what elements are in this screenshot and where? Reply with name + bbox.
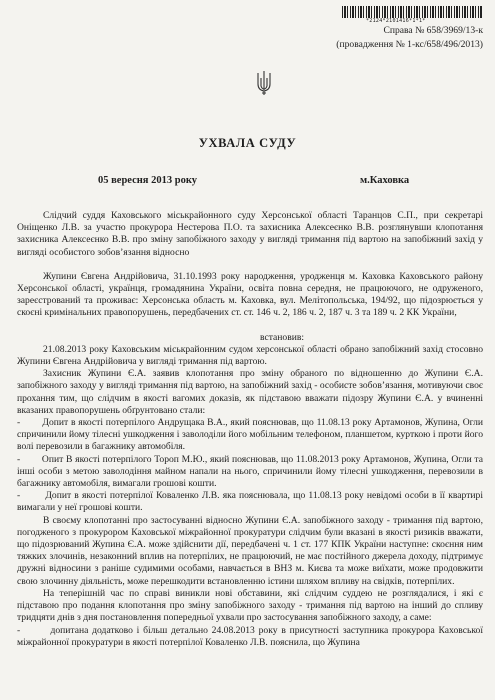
list-item-torop: - Опит В якості потерпілого Тороп М.Ю., який пояснював, що 11.08.2013 року Артамонов, Жупина, Огли та інші особи з метою заволодіння майном напали на нього, спричинили йому тілесні ушкодження, перевозили в багажнику автомобіля, вимагали грошові кошти. bbox=[17, 453, 483, 490]
paragraph-defense-motion: Захисник Жупини Є.А. заявив клопотання про зміну обраного по відношенню до Жупини Є.А. запобіжного заходу у вигляді тримання під вартою, на запобіжний захід - особисте зобов’язання, мотивуючи своє прохання тим, що слідчим в якості вагомих доказів, як підставою вважати підозру Жупини Є.А. у вчиненні вказаних правопорушень обґрунтовано стали: bbox=[17, 368, 483, 416]
case-number: Справа № 658/3969/13-к bbox=[383, 25, 483, 36]
paragraph-risks: В своєму клопотанні про застосуванні відносно Жупини Є.А. запобіжного заходу - тримання під вартою, погодженого з прокурором Каховської міжрайонної прокуратури слідчим були вказані в якості ризиків вважати, що підозрюваний Жупина Є.А. може здійснити дії, передбачені ч. 1 ст. 177 КПК України наступне: скоєння ним тяжких злочинів, незаконний вплив на потерпілих, не працюючий, не має постійного джерела доходу, підтримує дружні відносини з раніше судимими особами, навчається в ВНЗ м. Києва та може виїхати, може продовжити свою злочинну діяльність, може перешкодити встановленню істини шляхом впливу на свідків, потерпілих. bbox=[17, 514, 483, 587]
barcode bbox=[342, 6, 482, 18]
list-item-kovalenko: - Допит в якості потерпілої Коваленко Л.В. яка пояснювала, що 11.08.13 року невідомі особи в її квартирі вимагали у неї грошові кошти. bbox=[17, 490, 483, 514]
document-title: УХВАЛА СУДУ bbox=[198, 136, 297, 150]
proceeding-number: (провадження № 1-кс/658/496/2013) bbox=[336, 39, 483, 50]
list-item-additional-interrogation: - допитана додатково і більш детально 24.08.2013 року в присутності заступника прокурора Каховської міжрайонної прокуратури в якості потерпілої Коваленко Л.В. пояснила, що Жупина bbox=[17, 624, 483, 648]
trident-emblem-icon bbox=[256, 70, 272, 96]
intro-paragraph: Слідчий суддя Каховського міськрайонного суду Херсонської області Таранцов С.П., при секретарі Оніщенко Л.В. за участю прокурора Нестерова П.О. та захисника Алексеєнко В.В. розглянувши клопотання захисника Алексеєнко В.В. про зміну запобіжного заходу у вигляді тримання під вартою на запобіжний захід у вигляді особистого зобов’язання відносно bbox=[17, 210, 483, 258]
case-header bbox=[336, 24, 483, 52]
document-date: 05 вересня 2013 року bbox=[98, 175, 197, 186]
document-body bbox=[17, 210, 483, 649]
barcode-text: *2124*2101416*1*1* bbox=[366, 18, 426, 24]
suspect-paragraph: Жупини Євгена Андрійовича, 31.10.1993 року народження, уродженця м. Каховка Каховського району Херсонської області, українця, громадянина України, освіта повна середня, не працюючого, не одруженого, зареєстрований та проживає: Херсонська область м. Каховка, вул. Мелітопольська, 194/92, що підозрюється у скоєні кримінальних правопорушень, передбачених ст. ст. 146 ч. 2, 186 ч. 2, 187 ч. 3 та 189 ч. 2 КК України, bbox=[17, 270, 483, 319]
paragraph-new-circumstances: На теперішній час по справі виникли нові обставини, які слідчим суддею не розглядалися, і які є підставою про подання клопотання про зміну запобіжного заходу - тримання під вартою на інший до спливу тридцяти днів з дня постановлення попередньої ухвали про застосування запобіжного заходу, а саме: bbox=[17, 587, 483, 624]
paragraph-court-decision: 21.08.2013 року Каховським міськрайонним судом херсонської області обрано запобіжний захід стосовно Жупини Євгена Андрійовича у вигляді тримання під вартою. bbox=[17, 343, 483, 368]
established-heading: встановив: bbox=[260, 331, 305, 343]
document-place: м.Каховка bbox=[360, 175, 410, 186]
list-item-andruschak: - Допит в якості потерпілого Андрущака В.А., який пояснював, що 11.08.13 року Артамонов, Жупина, Огли спричинили йому тілесні ушкодження і заволоділи його мобільним телефоном, планшетом, курткою і проти його волі перевозили в багажнику автомобіля. bbox=[17, 417, 483, 453]
